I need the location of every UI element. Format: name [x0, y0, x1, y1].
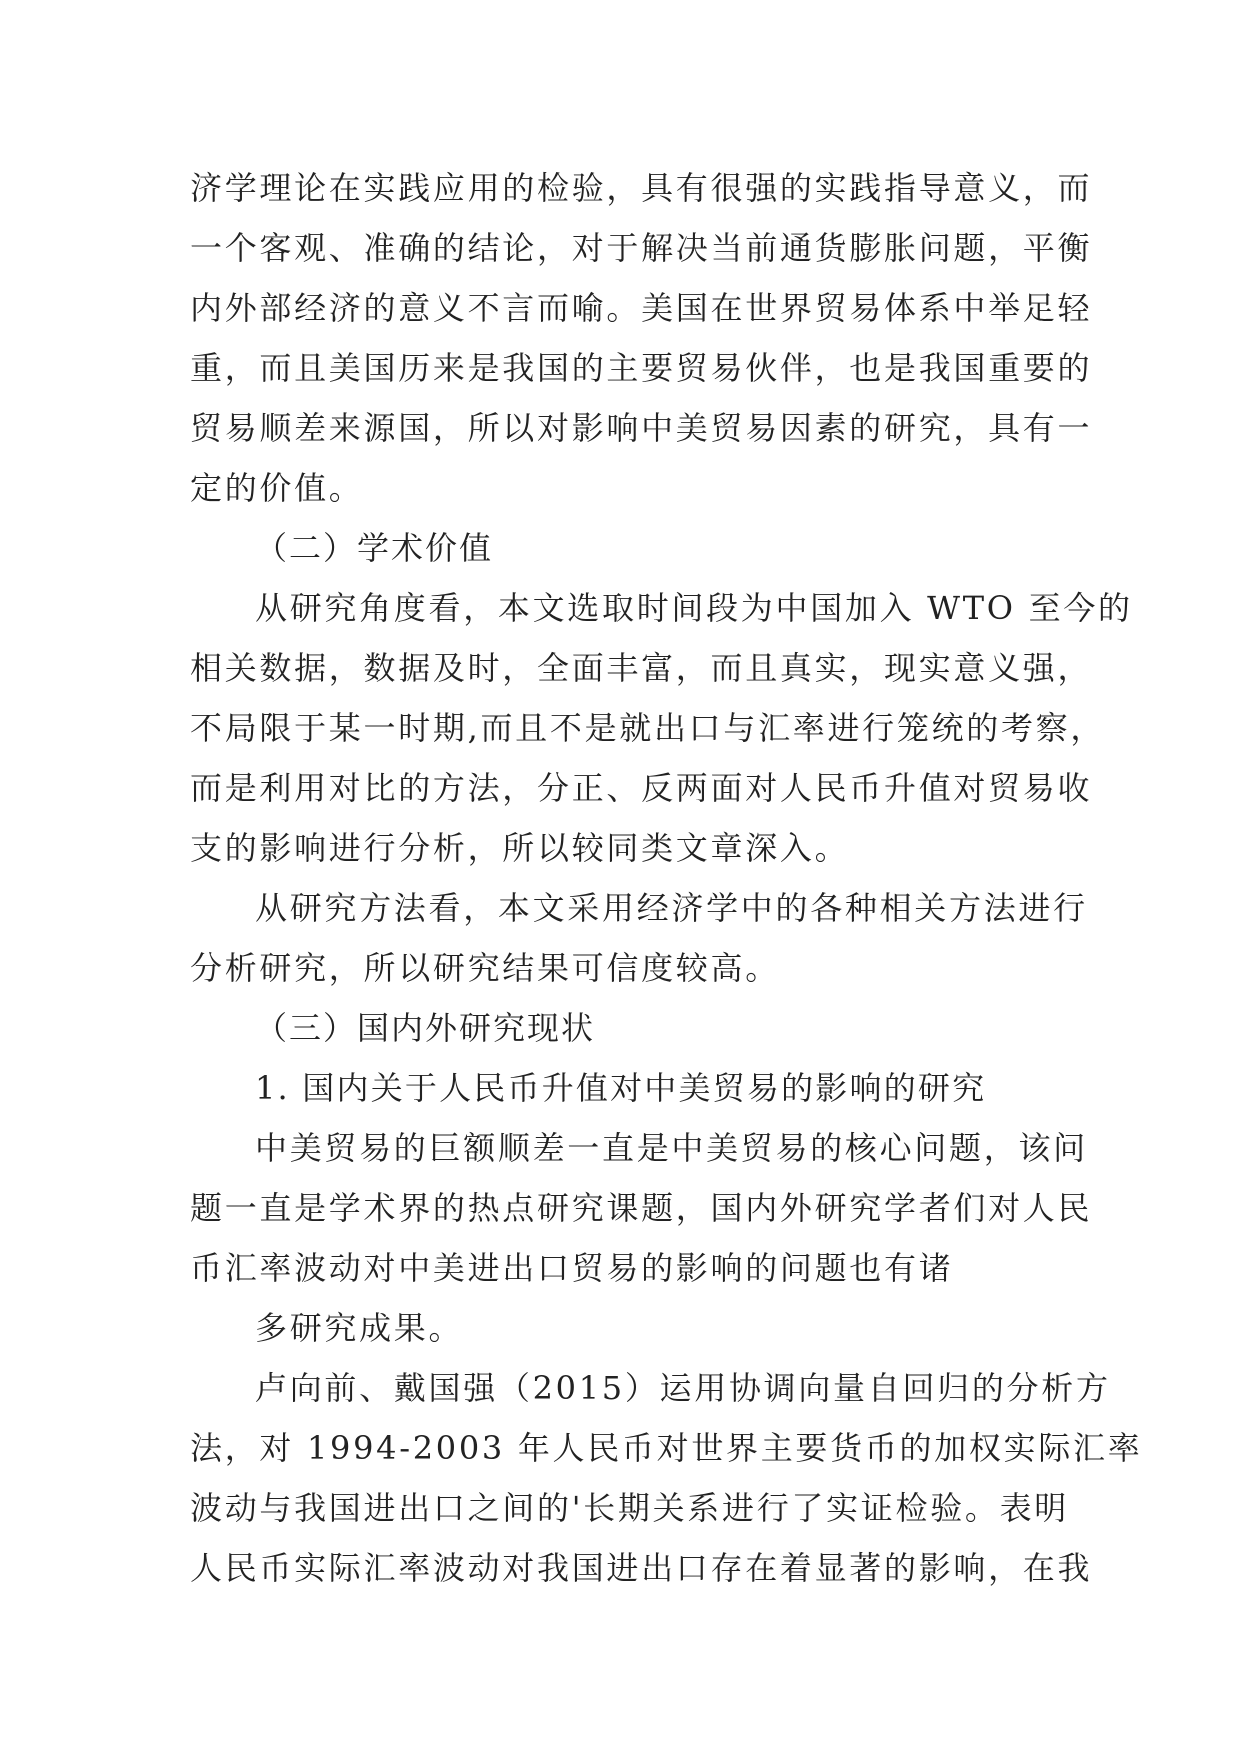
paragraph-line: 法，对 1994-2003 年人民币对世界主要货币的加权实际汇率 — [190, 1429, 1143, 1467]
paragraph-line: 内外部经济的意义不言而喻。美国在世界贸易体系中举足轻 — [190, 289, 1093, 327]
subsection-heading: 1. 国内关于人民币升值对中美贸易的影响的研究 — [255, 1069, 987, 1107]
paragraph-line: 卢向前、戴国强（2015）运用协调向量自回归的分析方 — [255, 1369, 1111, 1407]
paragraph-line: 重，而且美国历来是我国的主要贸易伙伴，也是我国重要的 — [190, 349, 1093, 387]
paragraph-line: 支的影响进行分析，所以较同类文章深入。 — [190, 829, 850, 867]
paragraph-line: 定的价值。 — [190, 469, 364, 507]
paragraph-line: 济学理论在实践应用的检验，具有很强的实践指导意义，而 — [190, 169, 1093, 207]
paragraph-line: 相关数据，数据及时，全面丰富，而且真实，现实意义强， — [190, 649, 1093, 687]
paragraph-line: 人民币实际汇率波动对我国进出口存在着显著的影响，在我 — [190, 1549, 1093, 1587]
paragraph-line: 题一直是学术界的热点研究课题，国内外研究学者们对人民 — [190, 1189, 1093, 1227]
paragraph-line: 贸易顺差来源国，所以对影响中美贸易因素的研究，具有一 — [190, 409, 1093, 447]
paragraph-line: 从研究方法看，本文采用经济学中的各种相关方法进行 — [255, 889, 1088, 927]
paragraph-line: 中美贸易的巨额顺差一直是中美贸易的核心问题，该问 — [255, 1129, 1088, 1167]
paragraph-line: 而是利用对比的方法，分正、反两面对人民币升值对贸易收 — [190, 769, 1093, 807]
section-heading: （三）国内外研究现状 — [255, 1009, 596, 1047]
paragraph-line: 一个客观、准确的结论，对于解决当前通货膨胀问题，平衡 — [190, 229, 1093, 267]
paragraph-line: 多研究成果。 — [255, 1309, 464, 1347]
paragraph-line: 从研究角度看，本文选取时间段为中国加入 WTO 至今的 — [255, 589, 1133, 627]
paragraph-line: 不局限于某一时期,而且不是就出口与汇率进行笼统的考察， — [190, 709, 1106, 747]
paragraph-line: 分析研究，所以研究结果可信度较高。 — [190, 949, 780, 987]
paragraph-line: 波动与我国进出口之间的'长期关系进行了实证检验。表明 — [190, 1489, 1069, 1527]
paragraph-line: 币汇率波动对中美进出口贸易的影响的问题也有诸 — [190, 1249, 954, 1287]
section-heading: （二）学术价值 — [255, 529, 494, 567]
